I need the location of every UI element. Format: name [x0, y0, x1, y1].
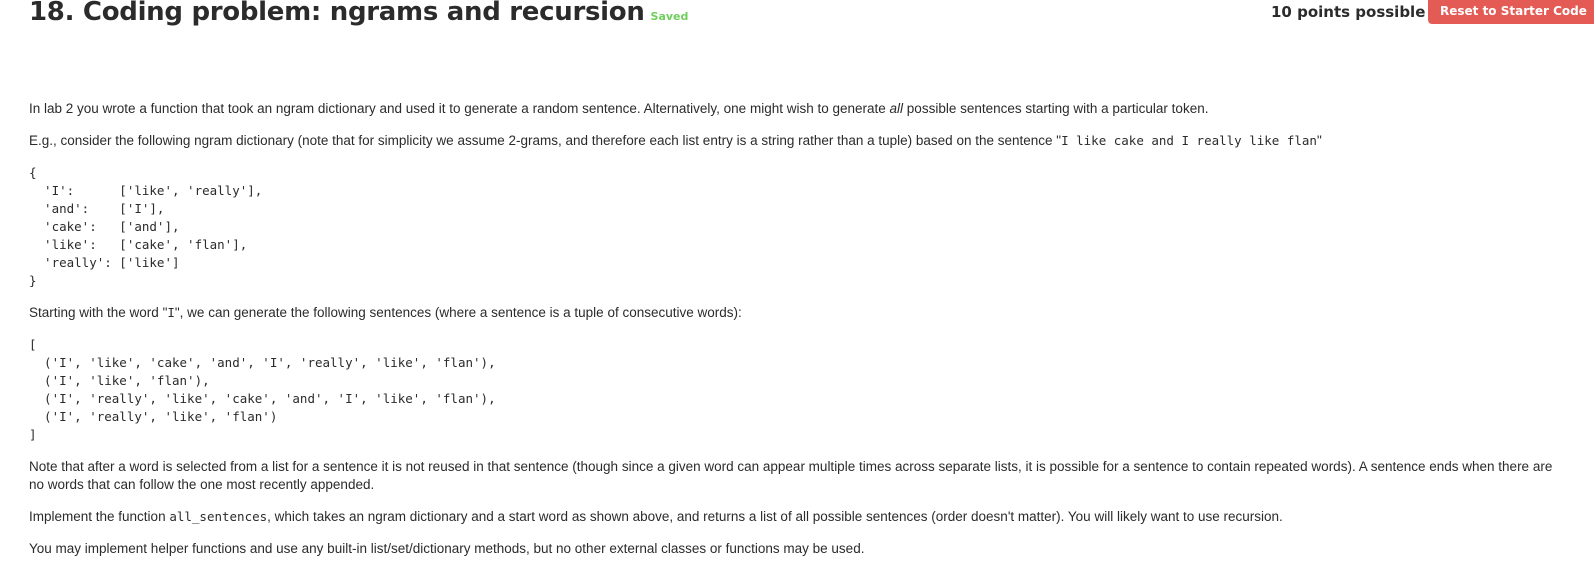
intro-paragraph [29, 100, 1559, 118]
points-possible: 10 points possible [1271, 3, 1426, 21]
example-sentence-code: I like cake and I really like flan [1061, 133, 1317, 148]
implement-paragraph [29, 508, 1559, 526]
question-body [29, 100, 1559, 572]
intro-text-1: In lab 2 you wrote a function that took an ngram dictionary and used it to generate a random sentence. Alternatively, one might wish to generate [29, 101, 890, 116]
function-name-code: all_sentences [169, 509, 268, 524]
question-header [29, 0, 1594, 40]
starting-text-1: Starting with the word " [29, 305, 168, 320]
question-title-text: 18. Coding problem: ngrams and recursion [29, 0, 645, 27]
reset-to-starter-code-button[interactable]: Reset to Starter Code [1428, 0, 1594, 24]
intro-text-2: possible sentences starting with a particular token. [903, 101, 1209, 116]
example-text-1: E.g., consider the following ngram dictionary (note that for simplicity we assume 2-grams, and therefore each list entry is a string rather than a tuple) based on the sentence " [29, 133, 1062, 148]
implement-text-1: Implement the function [29, 509, 170, 524]
starting-word-paragraph [29, 304, 1559, 322]
saved-indicator: Saved [650, 10, 689, 23]
ngram-dict-code-block: { 'I': ['like', 'really'], 'and': ['I'], 'cake': ['and'], 'like': ['cake', 'flan'], 'really': ['like'] } [29, 165, 263, 288]
intro-emphasis: all [889, 101, 904, 116]
starting-word-code: I [167, 305, 175, 320]
example-paragraph [29, 132, 1559, 150]
note-paragraph: Note that after a word is selected from a list for a sentence it is not reused in that sentence (though since a given word can appear multiple times across separate lists, it is possible for a sentence to contain repeated words). A sentence ends when there are no words that can follow the one most recently appended. [29, 459, 1553, 492]
constraints-paragraph: You may implement helper functions and use any built-in list/set/dictionary methods, but no other external classes or functions may be used. [29, 541, 865, 556]
implement-text-2: , which takes an ngram dictionary and a start word as shown above, and returns a list of all possible sentences (order doesn't matter). You will likely want to use recursion. [267, 509, 1283, 524]
sentences-code-block: [ ('I', 'like', 'cake', 'and', 'I', 'really', 'like', 'flan'), ('I', 'like', 'flan'), ('I', 'really', 'like', 'cake', 'and', 'I', 'like', 'flan'), ('I', 'really', 'like', 'flan') ] [29, 337, 496, 442]
question-title [29, 0, 688, 27]
starting-text-2: ", we can generate the following sentences (where a sentence is a tuple of consecutive words): [174, 305, 742, 320]
example-text-2: " [1316, 133, 1322, 148]
